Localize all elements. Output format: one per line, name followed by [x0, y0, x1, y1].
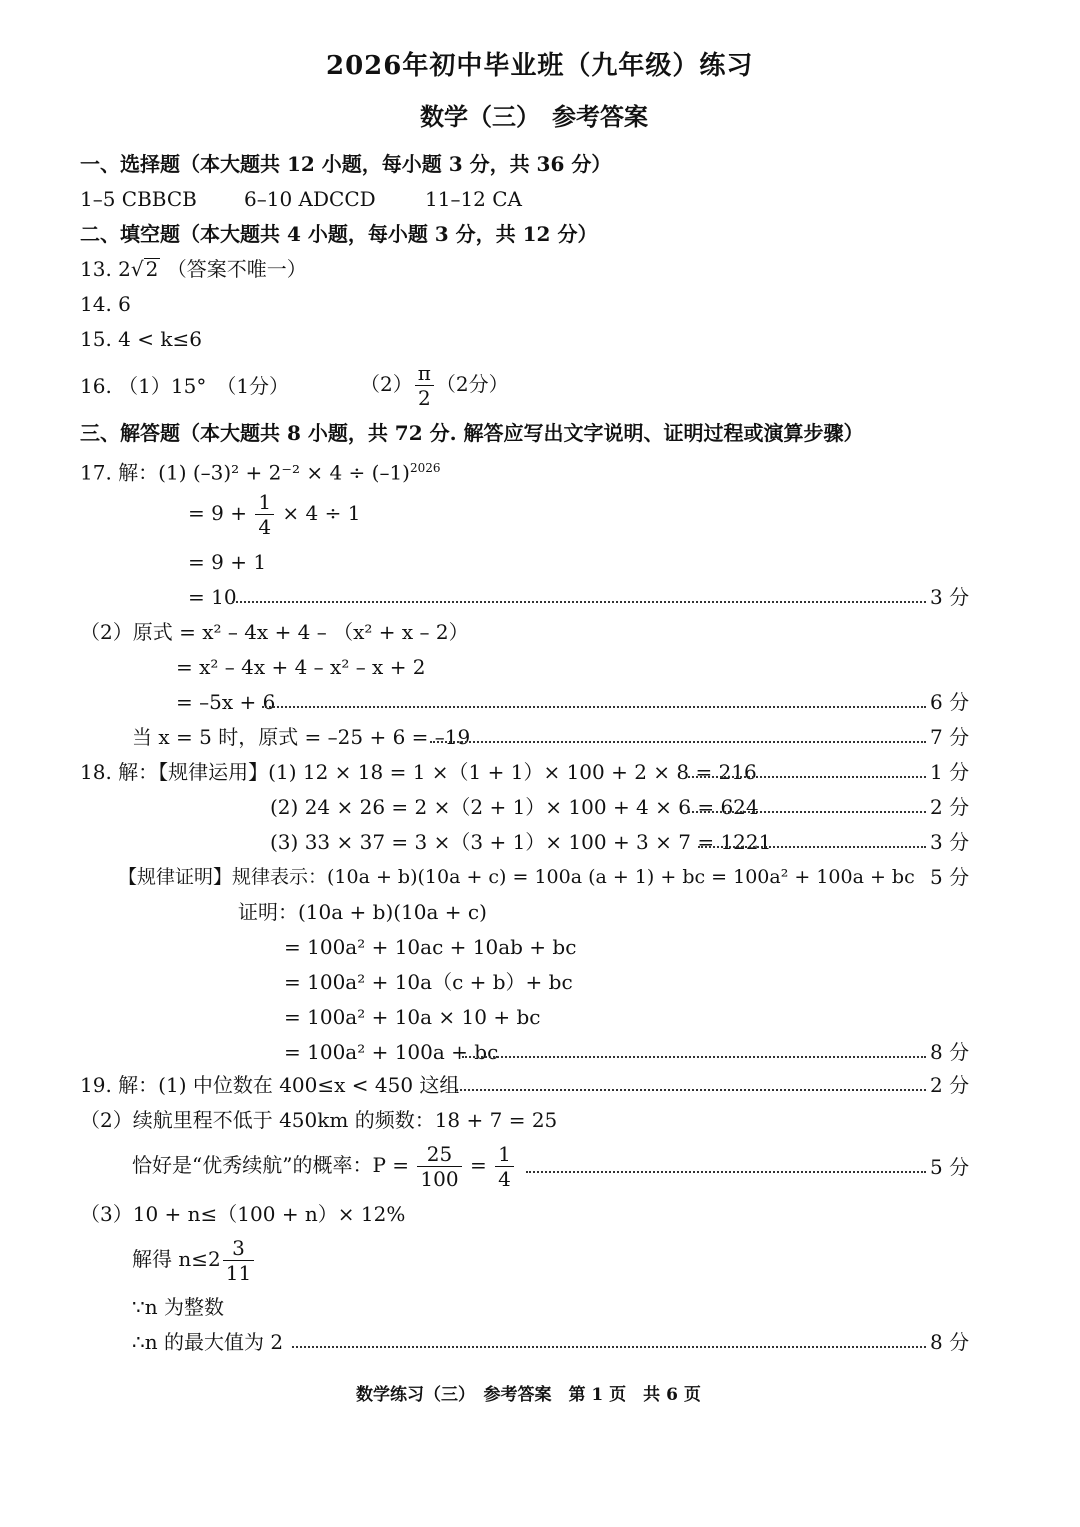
answer-13-prefix: 13. 2	[80, 257, 131, 281]
q19-line-1: 19. 解：(1) 中位数在 400≤x < 450 这组	[80, 1073, 460, 1097]
q17-line-3: = 9 + 1	[188, 550, 267, 574]
leader-dots	[526, 1154, 926, 1180]
leader-dots	[698, 829, 926, 855]
answer-16-part-2-label: （2）	[360, 372, 413, 396]
q19-line-5	[132, 1236, 256, 1285]
q19-mixed-num: 3	[223, 1236, 254, 1261]
q19-line-6: ∵n 为整数	[132, 1295, 224, 1319]
answer-13-note: （答案不唯一）	[166, 257, 307, 281]
q18-line-8: = 100a² + 10a × 10 + bc	[284, 1005, 541, 1029]
answer-13	[80, 256, 307, 282]
score-q19-1: 2 分	[930, 1073, 970, 1097]
page-footer: 数学练习（三） 参考答案 第 1 页 共 6 页	[356, 1385, 701, 1405]
answer-15: 15. 4 < k≤6	[80, 327, 202, 351]
page-subtitle: 数学（三） 参考答案	[420, 102, 648, 131]
q18-line-5: 证明：(10a + b)(10a + c)	[238, 900, 487, 924]
section-1-heading: 一、选择题（本大题共 12 小题，每小题 3 分，共 36 分）	[80, 152, 612, 176]
score-q18-1: 1 分	[930, 760, 970, 784]
q19-line-2: （2）续航里程不低于 450km 的频数：18 + 7 = 25	[80, 1108, 558, 1132]
q19-equals: =	[469, 1153, 487, 1177]
q19-fraction-1-den: 100	[420, 1167, 459, 1191]
q17-line-7: = –5x + 6	[176, 690, 276, 714]
answer-16-numerator: π	[415, 361, 434, 386]
leader-dots	[262, 689, 926, 715]
q19-probability-label: 恰好是“优秀续航”的概率：P =	[132, 1153, 410, 1177]
leader-dots	[688, 759, 926, 785]
q17-line-5: （2）原式 = x² – 4x + 4 – （x² + x – 2）	[80, 620, 469, 644]
q17-exponent: 2026	[409, 461, 441, 475]
score-q17-3: 7 分	[930, 725, 970, 749]
leader-dots	[462, 1039, 926, 1065]
q17-line-8: 当 x = 5 时，原式 = –25 + 6 = –19	[132, 725, 471, 749]
section-3-heading: 三、解答题（本大题共 8 小题，共 72 分. 解答应写出文字说明、证明过程或演算步骤）	[80, 421, 864, 445]
answer-16-score: （2分）	[435, 372, 509, 396]
leader-dots	[292, 1329, 926, 1355]
q19-line-7: ∴n 的最大值为 2	[132, 1330, 284, 1354]
score-q18-2: 2 分	[930, 795, 970, 819]
score-q18-3: 3 分	[930, 830, 970, 854]
q17-fraction-num: 1	[255, 490, 274, 515]
q17-line-6: = x² – 4x + 4 – x² – x + 2	[176, 655, 426, 679]
q19-mixed-den: 11	[225, 1261, 252, 1285]
q19-fraction-2-num: 1	[495, 1142, 514, 1167]
mc-answers-11-12: 11–12 CA	[425, 187, 523, 211]
leader-dots	[232, 584, 926, 610]
answer-16-part-1: 16. （1）15° （1分）	[80, 374, 290, 398]
q19-line-4: （3）10 + n≤（100 + n）× 12%	[80, 1202, 406, 1226]
q19-line-3	[132, 1142, 516, 1191]
q19-fraction-2-den: 4	[498, 1167, 511, 1191]
sqrt-symbol: √	[130, 257, 144, 281]
q17-line-4: = 10	[188, 585, 237, 609]
q17-expression: 17. 解：(1) (–3)² + 2⁻² × 4 ÷ (–1)	[80, 460, 410, 485]
leader-dots	[430, 724, 926, 750]
q18-line-1: 18. 解：【规律运用】(1) 12 × 18 = 1 ×（1 + 1）× 100 + 2 × 8 = 216	[80, 760, 757, 784]
score-q19-3: 8 分	[930, 1330, 970, 1354]
score-q18-4: 5 分	[930, 865, 970, 889]
score-q17-2: 6 分	[930, 690, 970, 714]
q18-line-6: = 100a² + 10ac + 10ab + bc	[284, 935, 577, 959]
page-title: 2026年初中毕业班（九年级）练习	[326, 51, 754, 81]
answer-16-denominator: 2	[417, 386, 431, 410]
q17-line-2	[188, 490, 360, 539]
answer-16-part-2	[360, 361, 509, 410]
q18-line-4: 【规律证明】规律表示：(10a + b)(10a + c) = 100a (a + 1) + bc = 100a² + 100a + bc	[118, 866, 915, 888]
score-q19-2: 5 分	[930, 1155, 970, 1179]
leader-dots	[456, 1072, 926, 1098]
q17-fraction-den: 4	[258, 515, 272, 539]
q19-fraction-1-num: 25	[417, 1142, 461, 1167]
mc-answers-1-5: 1–5 CBBCB	[80, 187, 197, 211]
score-q18-5: 8 分	[930, 1040, 970, 1064]
q17-line-2-suffix: × 4 ÷ 1	[282, 501, 361, 525]
answer-14: 14. 6	[80, 292, 131, 316]
q18-line-9: = 100a² + 100a + bc	[284, 1040, 499, 1064]
q18-line-7: = 100a² + 10a（c + b）+ bc	[284, 970, 573, 994]
leader-dots	[688, 794, 926, 820]
mc-answers-6-10: 6–10 ADCCD	[244, 187, 376, 211]
q17-line-2-prefix: = 9 +	[188, 501, 247, 525]
score-q17-1: 3 分	[930, 585, 970, 609]
answer-13-radicand: 2	[145, 257, 159, 281]
q18-line-3: (3) 33 × 37 = 3 ×（3 + 1）× 100 + 3 × 7 = 1221	[270, 830, 772, 854]
q19-solution-label: 解得 n≤2	[132, 1247, 221, 1271]
section-2-heading: 二、填空题（本大题共 4 小题，每小题 3 分，共 12 分）	[80, 222, 598, 246]
q18-line-2: (2) 24 × 26 = 2 ×（2 + 1）× 100 + 4 × 6 = 624	[270, 795, 759, 819]
q17-line-1	[80, 455, 441, 486]
